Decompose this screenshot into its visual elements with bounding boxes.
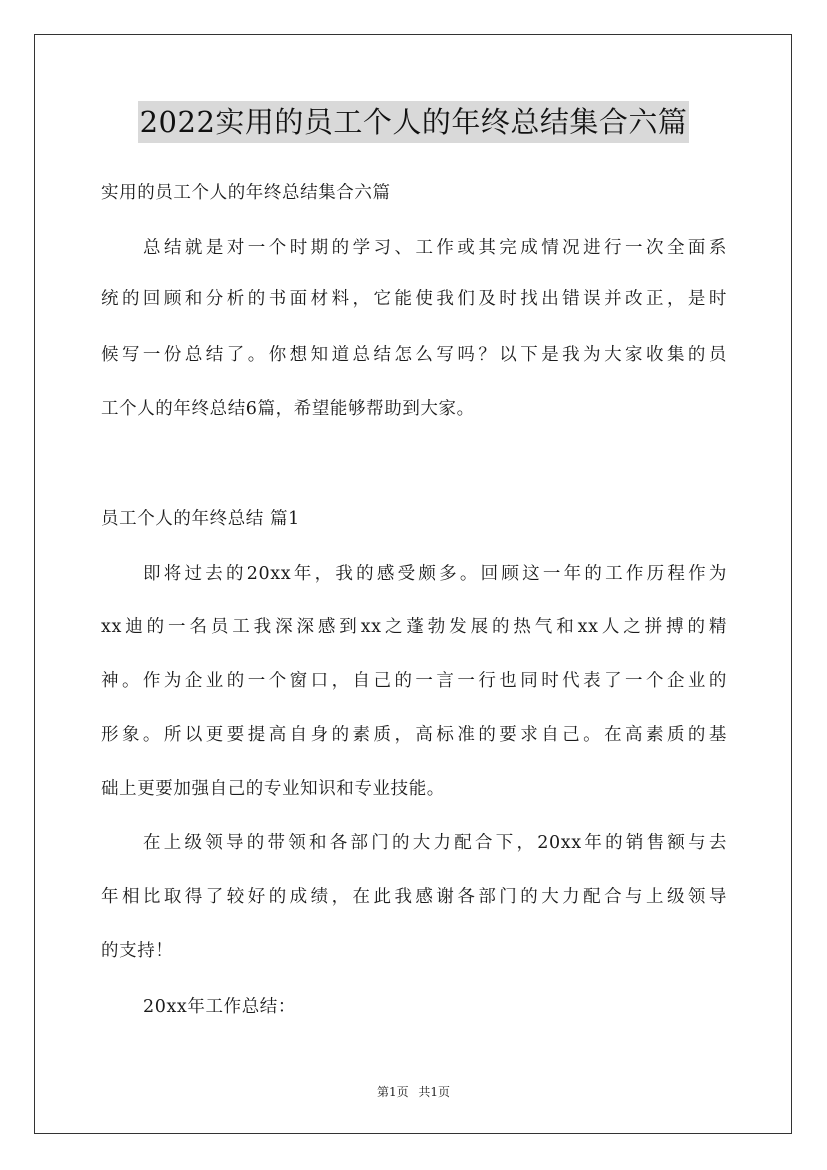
paragraph-line: xx迪的一名员工我深深感到xx之蓬勃发展的热气和xx人之拼搏的精 bbox=[101, 617, 727, 637]
page-number-current: 第1页 bbox=[376, 1085, 409, 1099]
document-title: 2022实用的员工个人的年终总结集合六篇 bbox=[138, 101, 690, 143]
page-footer bbox=[0, 1083, 827, 1100]
paragraph-line: 20xx年工作总结： bbox=[143, 997, 297, 1017]
page-number-total: 共1页 bbox=[418, 1085, 451, 1099]
paragraph-line: 年相比取得了较好的成绩，在此我感谢各部门的大力配合与上级领导 bbox=[101, 887, 727, 907]
intro-line: 统的回顾和分析的书面材料，它能使我们及时找出错误并改正，是时 bbox=[101, 289, 727, 309]
intro-line: 总结就是对一个时期的学习、工作或其完成情况进行一次全面系 bbox=[143, 238, 727, 258]
intro-line: 工个人的年终总结6篇，希望能够帮助到大家。 bbox=[101, 399, 475, 419]
paragraph-line: 即将过去的20xx年，我的感受颇多。回顾这一年的工作历程作为 bbox=[143, 564, 727, 584]
paragraph-line: 神。作为企业的一个窗口，自己的一言一行也同时代表了一个企业的 bbox=[101, 671, 727, 691]
paragraph-line: 在上级领导的带领和各部门的大力配合下，20xx年的销售额与去 bbox=[143, 833, 727, 853]
intro-line: 候写一份总结了。你想知道总结怎么写吗？以下是我为大家收集的员 bbox=[101, 345, 727, 365]
document-subtitle: 实用的员工个人的年终总结集合六篇 bbox=[101, 183, 391, 203]
paragraph-line: 的支持！ bbox=[101, 941, 174, 961]
section-heading: 员工个人的年终总结 篇1 bbox=[101, 509, 300, 529]
paragraph-line: 形象。所以更要提高自身的素质，高标准的要求自己。在高素质的基 bbox=[101, 725, 727, 745]
title-container bbox=[0, 101, 827, 143]
paragraph-line: 础上更要加强自己的专业知识和专业技能。 bbox=[101, 779, 445, 799]
